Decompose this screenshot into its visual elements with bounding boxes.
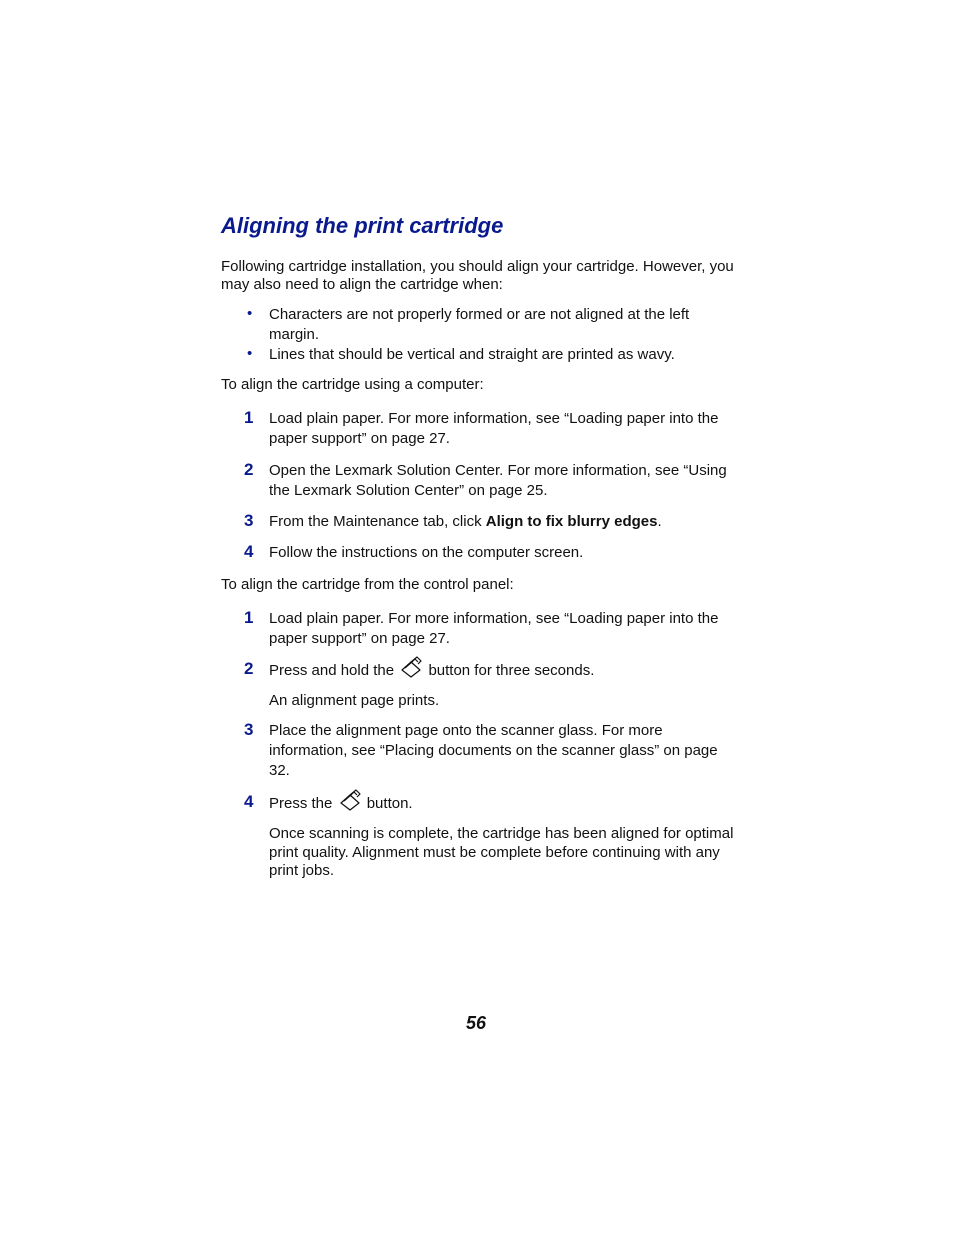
step-number: 1 (244, 608, 254, 627)
step-note: Once scanning is complete, the cartridge has been aligned for optimal print quality. Alignment must be complete before continuing with any print jobs. (269, 825, 734, 879)
bullet-item: Characters are not properly formed or are not aligned at the left margin. (269, 306, 690, 343)
step-text: Press and hold the (269, 662, 395, 679)
ui-label-align: Align to fix blurry edges (485, 513, 658, 530)
panel-step-2 (269, 656, 739, 681)
step-number: 3 (244, 511, 254, 530)
step-number: 4 (244, 792, 254, 811)
scan-icon (400, 656, 422, 678)
bullet-item: Lines that should be vertical and straight are printed as wavy. (269, 346, 675, 363)
step-number: 4 (244, 542, 254, 561)
step-number: 1 (244, 408, 254, 427)
computer-step-2: Open the Lexmark Solution Center. For more information, see “Using the Lexmark Solution Center” on page 25. (269, 462, 727, 499)
page-number: 56 (466, 1013, 487, 1033)
step-text: . (657, 513, 662, 530)
step-number: 3 (244, 720, 254, 739)
panel-step-4 (269, 789, 739, 814)
step-number: 2 (244, 659, 254, 678)
panel-intro: To align the cartridge from the control panel: (221, 576, 514, 593)
computer-step-4: Follow the instructions on the computer screen. (269, 544, 584, 561)
computer-step-3 (269, 512, 739, 532)
panel-step-1: Load plain paper. For more information, see “Loading paper into the paper support” on page 27. (269, 610, 719, 647)
scan-icon (339, 789, 361, 811)
bullet-marker: • (247, 305, 253, 322)
bullet-marker: • (247, 345, 253, 362)
page-title: Aligning the print cartridge (221, 213, 504, 238)
computer-step-1: Load plain paper. For more information, see “Loading paper into the paper support” on page 27. (269, 410, 719, 447)
panel-step-3: Place the alignment page onto the scanner glass. For more information, see “Placing documents on the scanner glass” on page 32. (269, 722, 718, 779)
step-text: button for three seconds. (428, 662, 595, 679)
intro-paragraph: Following cartridge installation, you should align your cartridge. However, you may also need to align the cartridge when: (221, 258, 734, 293)
step-number: 2 (244, 460, 254, 479)
step-text: Press the (269, 795, 333, 812)
computer-intro: To align the cartridge using a computer: (221, 376, 484, 393)
step-note: An alignment page prints. (269, 692, 440, 709)
step-text: button. (366, 795, 413, 812)
step-text: From the Maintenance tab, click (269, 513, 486, 530)
